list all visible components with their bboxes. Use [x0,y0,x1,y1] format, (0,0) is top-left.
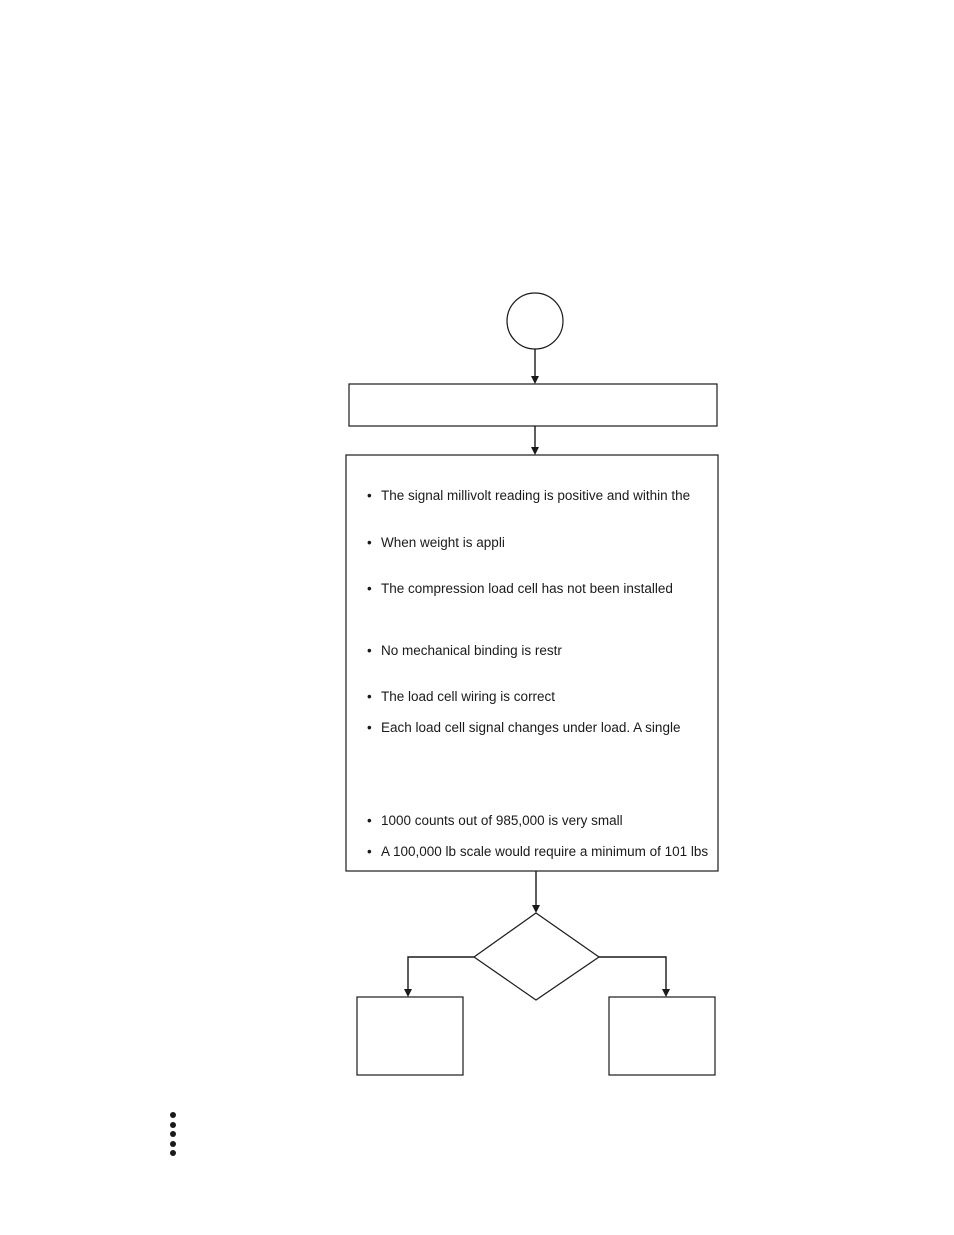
arrowhead-right-box [662,989,670,997]
checklist-item-text: A 100,000 lb scale would require a minimum of 101 lbs [381,844,709,859]
arrowhead-header [531,376,539,384]
checklist-item-text: The load cell wiring is correct [381,689,556,704]
ellipsis-dot [170,1112,176,1118]
bullet-marker: • [367,720,372,735]
header-process-box [349,384,717,426]
arrowhead-left-box [404,989,412,997]
connector-decision-left [408,957,474,990]
bullet-marker: • [367,488,372,503]
bullet-marker: • [367,689,372,704]
ellipsis-dot [170,1122,176,1128]
arrowhead-decision [532,905,540,913]
vertical-ellipsis-icon [170,1112,178,1160]
checklist-item-signal-reading [367,488,690,504]
bullet-marker: • [367,844,372,859]
ellipsis-dot [170,1141,176,1147]
connector-decision-right [599,957,666,990]
decision-diamond [474,913,599,1000]
bullet-marker: • [367,581,372,596]
checklist-item-counts [367,813,623,829]
checklist-item-text: The compression load cell has not been installed [381,581,673,596]
checklist-item-text: No mechanical binding is restr [381,643,562,658]
bullet-marker: • [367,813,372,828]
checklist-item-scale-minimum [367,844,708,860]
ellipsis-dot [170,1131,176,1137]
checklist-box [346,455,718,871]
left-outcome-box [357,997,463,1075]
checklist-item-signal-changes [367,720,680,736]
checklist-item-text: The signal millivolt reading is positive and within the [381,488,691,503]
checklist-item-weight-applied [367,535,505,551]
right-outcome-box [609,997,715,1075]
bullet-marker: • [367,535,372,550]
checklist-item-wiring [367,689,555,705]
checklist-item-text: When weight is appli [381,535,505,550]
checklist-item-text: Each load cell signal changes under load. A single [381,720,681,735]
checklist-item-compression-load-cell [367,581,673,597]
start-connector-circle [507,293,563,349]
bullet-marker: • [367,643,372,658]
checklist-item-text: 1000 counts out of 985,000 is very small [381,813,623,828]
checklist-item-mechanical-binding [367,643,562,659]
arrowhead-checklist [531,447,539,455]
ellipsis-dot [170,1150,176,1156]
